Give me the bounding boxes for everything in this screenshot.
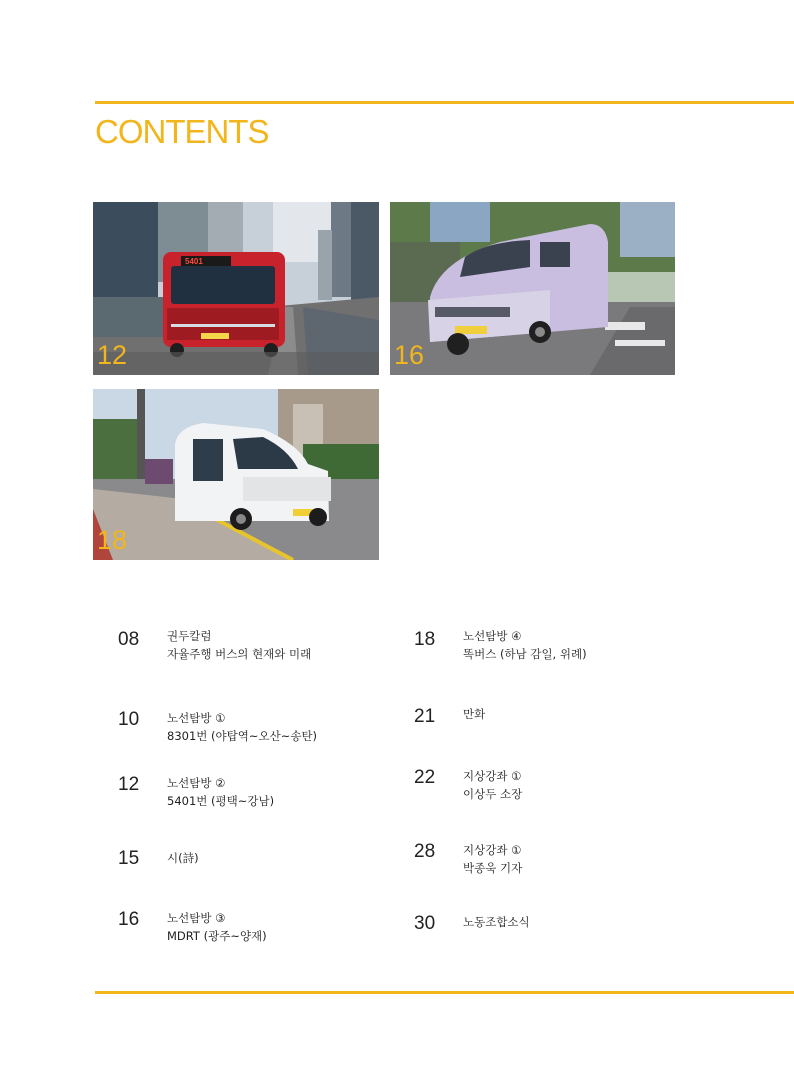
toc-subtitle: 5401번 (평택~강남) [167,794,275,808]
toc-page-number: 28 [414,841,436,862]
page-title: CONTENTS [95,113,269,150]
photo-white-van [93,389,379,560]
toc-title: 노선탐방 ② [167,776,226,790]
toc-subtitle: 박종욱 기자 [463,861,523,875]
toc-page-number: 18 [414,629,436,650]
toc-page-number: 16 [118,909,140,930]
photo-red-bus [93,202,379,375]
toc-title: 노동조합소식 [463,915,530,929]
toc-title: 만화 [463,707,486,721]
toc-page-number: 30 [414,913,436,934]
toc-page-number: 21 [414,706,436,727]
toc-page-number: 08 [118,629,140,650]
bottom-rule [95,991,794,994]
toc-title: 노선탐방 ① [167,711,226,725]
toc-title: 노선탐방 ③ [167,911,226,925]
toc-page-number: 12 [118,774,140,795]
toc-subtitle: 똑버스 (하남 감일, 위례) [463,647,587,661]
toc-subtitle: 자율주행 버스의 현재와 미래 [167,647,312,661]
toc-title: 노선탐방 ④ [463,629,522,643]
top-rule [95,101,794,104]
toc-title: 지상강좌 ① [463,843,522,857]
toc-subtitle: 8301번 (야탑역~오산~송탄) [167,729,318,743]
toc-page-number: 22 [414,767,436,788]
toc-page-number: 10 [118,709,140,730]
photo-page-number: 12 [97,340,128,370]
toc-title: 지상강좌 ① [463,769,522,783]
photo-page-number: 18 [97,525,128,555]
toc-title: 권두칼럼 [167,629,212,643]
toc-subtitle: MDRT (광주~양재) [167,929,267,943]
toc-page-number: 15 [118,848,140,869]
toc-title: 시(詩) [167,851,199,865]
bus-screen-text: 5401 [185,257,203,266]
toc-subtitle: 이상두 소장 [463,787,523,801]
photo-purple-van [390,202,675,375]
photo-page-number: 16 [394,340,425,370]
